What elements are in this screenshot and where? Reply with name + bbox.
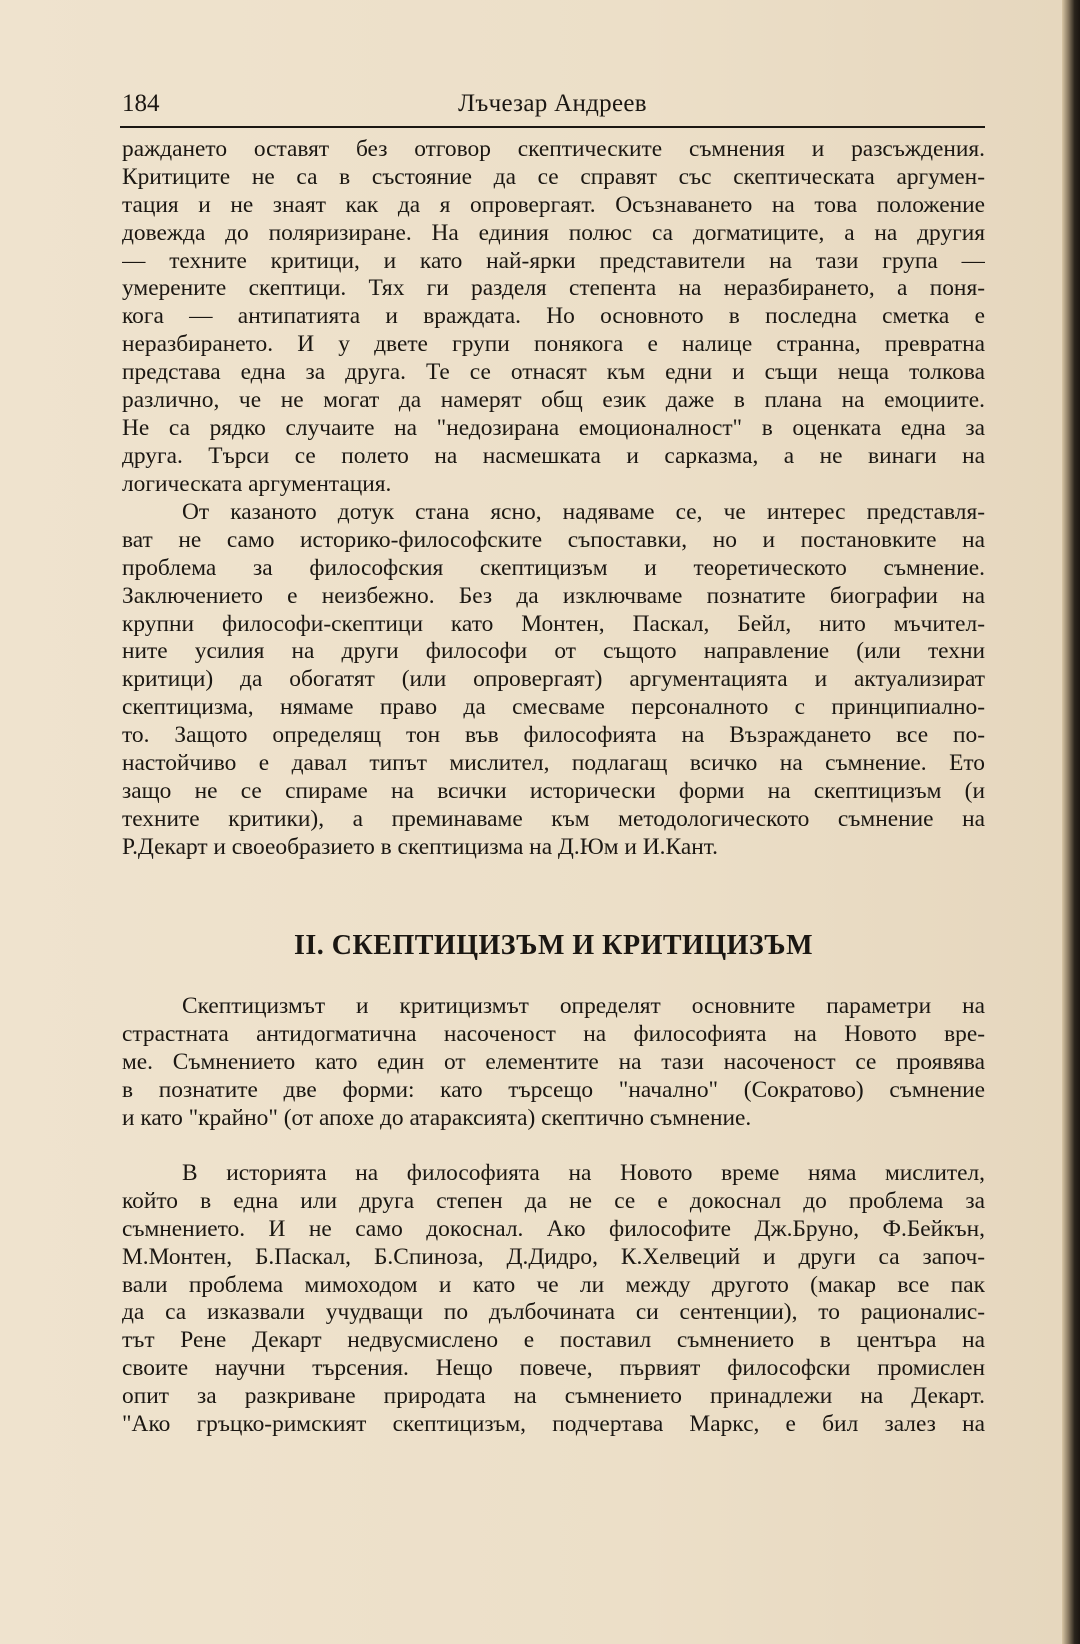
text-line: ме. Съмнението като един от елементите на тази насоченост се проявява bbox=[122, 1048, 985, 1075]
text-line: кога — антипатията и враждата. Но основното в последна сметка е bbox=[122, 303, 985, 330]
text-line: страстната антидогматична насоченост на философията на Новото вре- bbox=[122, 1020, 985, 1047]
text-line: — техните критици, и като най-ярки представители на тази група — bbox=[122, 247, 985, 274]
text-line: умерените скептици. Тях ги разделя степента на неразбирането, а поня- bbox=[122, 275, 985, 302]
page-number: 184 bbox=[122, 90, 160, 117]
text-line: критици) да обогатят (или опровергаят) аргументацията и актуализират bbox=[122, 666, 985, 693]
text-line: който в една или друга степен да не се е докоснал до проблема за bbox=[122, 1187, 985, 1214]
text-line: вали проблема мимоходом и като че ли между другото (макар все пак bbox=[122, 1271, 985, 1298]
text-line: проблема за философския скептицизъм и теоретическото съмнение. bbox=[122, 554, 985, 581]
text-line: представа една за друга. Те се отнасят към едни и същи неща толкова bbox=[122, 359, 985, 386]
text-line: в познатите две форми: като търсещо "начално" (Сократово) съмнение bbox=[122, 1076, 985, 1103]
text-line: и като "крайно" (от апохе до атараксията) скептично съмнение. bbox=[122, 1104, 752, 1131]
text-line: Не са рядко случаите на "недозирана емоционалност" в оценката една за bbox=[122, 414, 985, 441]
text-line: различно, че не могат да намерят общ език даже в плана на емоциите. bbox=[122, 387, 985, 414]
page-edge-shadow bbox=[1062, 0, 1080, 1644]
paragraph-continued bbox=[122, 136, 985, 499]
text-line: настойчиво е давал типът мислител, подлагащ всичко на съмнение. Ето bbox=[122, 750, 985, 777]
text-line: съмнението. И не само докоснал. Ако философите Дж.Бруно, Ф.Бейкън, bbox=[122, 1215, 985, 1242]
text-line: тация и не знаят как да я опровергаят. Осъзнаването на това положение bbox=[122, 191, 985, 218]
text-line: ните усилия на други философи от същото направление (или техни bbox=[122, 638, 985, 665]
text-line: защо не се спираме на всички исторически форми на скептицизъм (и bbox=[122, 777, 985, 804]
text-line: М.Монтен, Б.Паскал, Б.Спиноза, Д.Дидро, К.Хелвеций и други са започ- bbox=[122, 1243, 985, 1270]
text-line: От казаното дотук стана ясно, надяваме се, че интерес представля- bbox=[182, 499, 985, 525]
text-line: Скептицизмът и критицизмът определят основните параметри на bbox=[182, 993, 985, 1019]
text-line: Заключението е неизбежно. Без да изключваме познатите биографии на bbox=[122, 582, 985, 609]
text-line: ват не само историко-философските съпоставки, но и постановките на bbox=[122, 526, 985, 553]
text-line: своите научни търсения. Нещо повече, първият философски промислен bbox=[122, 1355, 985, 1382]
text-line: Р.Декарт и своеобразието в скептицизма на Д.Юм и И.Кант. bbox=[122, 833, 719, 860]
running-header bbox=[120, 86, 985, 128]
text-line: довежда до поляризиране. На единия полюс са догматиците, а на другия bbox=[122, 219, 985, 246]
text-line: логическата аргументация. bbox=[122, 470, 392, 497]
text-line: В историята на философията на Новото време няма мислител, bbox=[182, 1160, 985, 1186]
section-heading: II. СКЕПТИЦИЗЪМ И КРИТИЦИЗЪМ bbox=[293, 930, 814, 961]
paragraph-2 bbox=[122, 499, 985, 862]
running-title: Лъчезар Андреев bbox=[458, 90, 647, 117]
text-line: да са изказвали учудващи по дълбочината си сентенции), то рационалис- bbox=[122, 1299, 985, 1326]
text-line: Критиците не са в състояние да се справят със скептическата аргумен- bbox=[122, 163, 985, 190]
text-line: опит за разкриване природата на съмнението принадлежи на Декарт. bbox=[122, 1383, 985, 1410]
paragraph-3 bbox=[122, 993, 985, 1132]
text-line: раждането оставят без отговор скептическите съмнения и разсъждения. bbox=[122, 136, 985, 162]
text-line: друга. Търси се полето на насмешката и сарказма, а не винаги на bbox=[122, 442, 985, 469]
text-line: неразбирането. И у двете групи понякога е налице странна, превратна bbox=[122, 331, 985, 358]
text-line: скептицизма, нямаме право да смесваме персоналното с принципиално- bbox=[122, 694, 985, 721]
text-line: "Ако гръцко-римският скептицизъм, подчертава Маркс, е бил залез на bbox=[122, 1411, 985, 1438]
text-line: крупни философи-скептици като Монтен, Паскал, Бейл, нито мъчител- bbox=[122, 610, 985, 637]
text-line: то. Защото определящ тон във философията на Възраждането все по- bbox=[122, 722, 985, 749]
text-line: тът Рене Декарт недвусмислено е поставил съмнението в центъра на bbox=[122, 1327, 985, 1354]
paragraph-4 bbox=[122, 1160, 985, 1439]
text-line: техните критики), а преминаваме към методологическото съмнение на bbox=[122, 805, 985, 832]
